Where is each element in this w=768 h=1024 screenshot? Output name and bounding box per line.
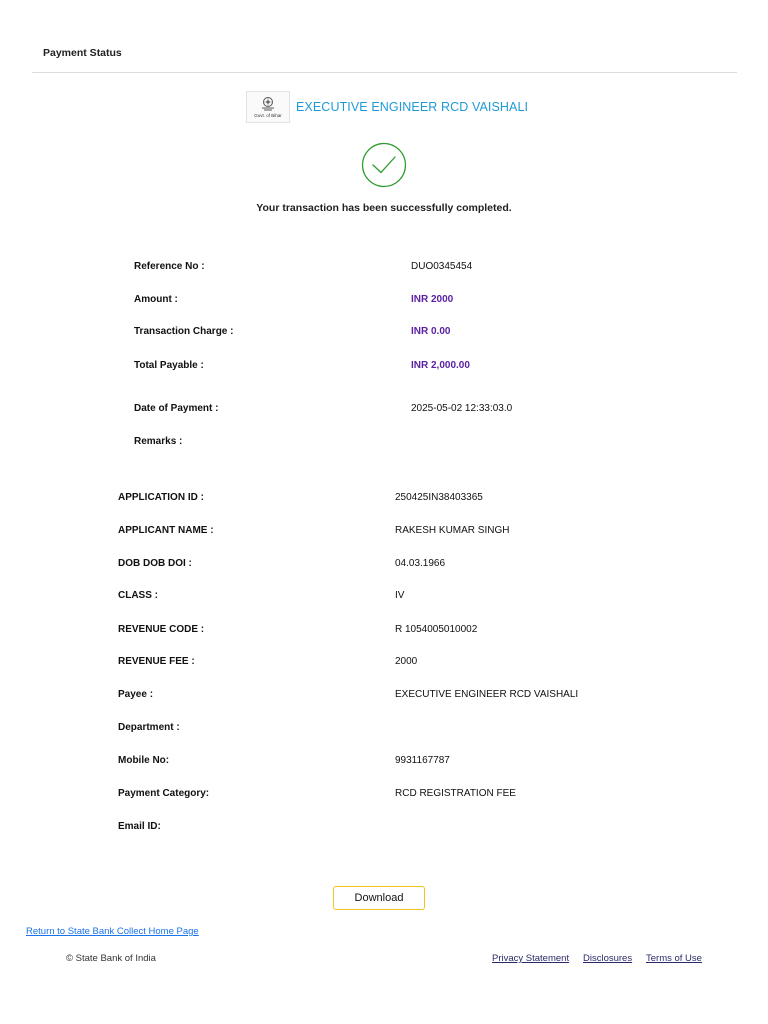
revenue-code-label: REVENUE CODE :: [118, 624, 205, 635]
class-value: IV: [395, 590, 405, 601]
application-id-label: APPLICATION ID :: [118, 492, 204, 503]
success-message: Your transaction has been successfully completed.: [256, 202, 512, 214]
disclosures-link[interactable]: Disclosures: [583, 953, 633, 964]
class-label: CLASS :: [118, 590, 158, 601]
email-id-label: Email ID:: [118, 821, 161, 832]
dob-label: DOB DOB DOI :: [118, 558, 192, 569]
total-payable-value: INR 2,000.00: [411, 360, 470, 371]
revenue-code-value: R 1054005010002: [395, 624, 478, 635]
date-of-payment-value: 2025-05-02 12:33:03.0: [411, 403, 513, 414]
privacy-statement-link[interactable]: Privacy Statement: [492, 953, 570, 964]
payment-category-value: RCD REGISTRATION FEE: [395, 788, 516, 799]
emblem-icon: [259, 96, 277, 112]
revenue-fee-value: 2000: [395, 656, 418, 667]
payee-value: EXECUTIVE ENGINEER RCD VAISHALI: [395, 689, 579, 700]
copyright-text: © State Bank of India: [66, 953, 156, 964]
dob-value: 04.03.1966: [395, 558, 446, 569]
amount-value: INR 2000: [411, 294, 454, 305]
amount-label: Amount :: [134, 294, 178, 305]
transaction-charge-label: Transaction Charge :: [134, 326, 234, 337]
applicant-name-label: APPLICANT NAME :: [118, 525, 214, 536]
department-label: Department :: [118, 722, 180, 733]
home-page-link[interactable]: Return to State Bank Collect Home Page: [26, 926, 199, 937]
logo-caption: Govt. of Bihar: [254, 113, 282, 118]
merchant-logo: [246, 91, 290, 123]
remarks-label: Remarks :: [134, 436, 183, 447]
applicant-name-value: RAKESH KUMAR SINGH: [395, 525, 510, 536]
merchant-header: [246, 91, 528, 123]
mobile-no-label: Mobile No:: [118, 755, 170, 766]
download-button[interactable]: Download: [333, 886, 425, 910]
merchant-name: EXECUTIVE ENGINEER RCD VAISHALI: [296, 100, 529, 114]
revenue-fee-label: REVENUE FEE :: [118, 656, 195, 667]
date-of-payment-label: Date of Payment :: [134, 403, 219, 414]
mobile-no-value: 9931167787: [395, 755, 450, 766]
reference-no-label: Reference No :: [134, 261, 205, 272]
terms-of-use-link[interactable]: Terms of Use: [646, 953, 702, 964]
payment-category-label: Payment Category:: [118, 788, 210, 799]
transaction-charge-value: INR 0.00: [411, 326, 451, 337]
payee-label: Payee :: [118, 689, 154, 700]
header-divider: [32, 72, 737, 73]
page-title: Payment Status: [43, 47, 122, 59]
application-id-value: 250425IN38403365: [395, 492, 483, 503]
reference-no-value: DUO0345454: [411, 261, 473, 272]
total-payable-label: Total Payable :: [134, 360, 204, 371]
check-circle-icon: [361, 142, 407, 188]
